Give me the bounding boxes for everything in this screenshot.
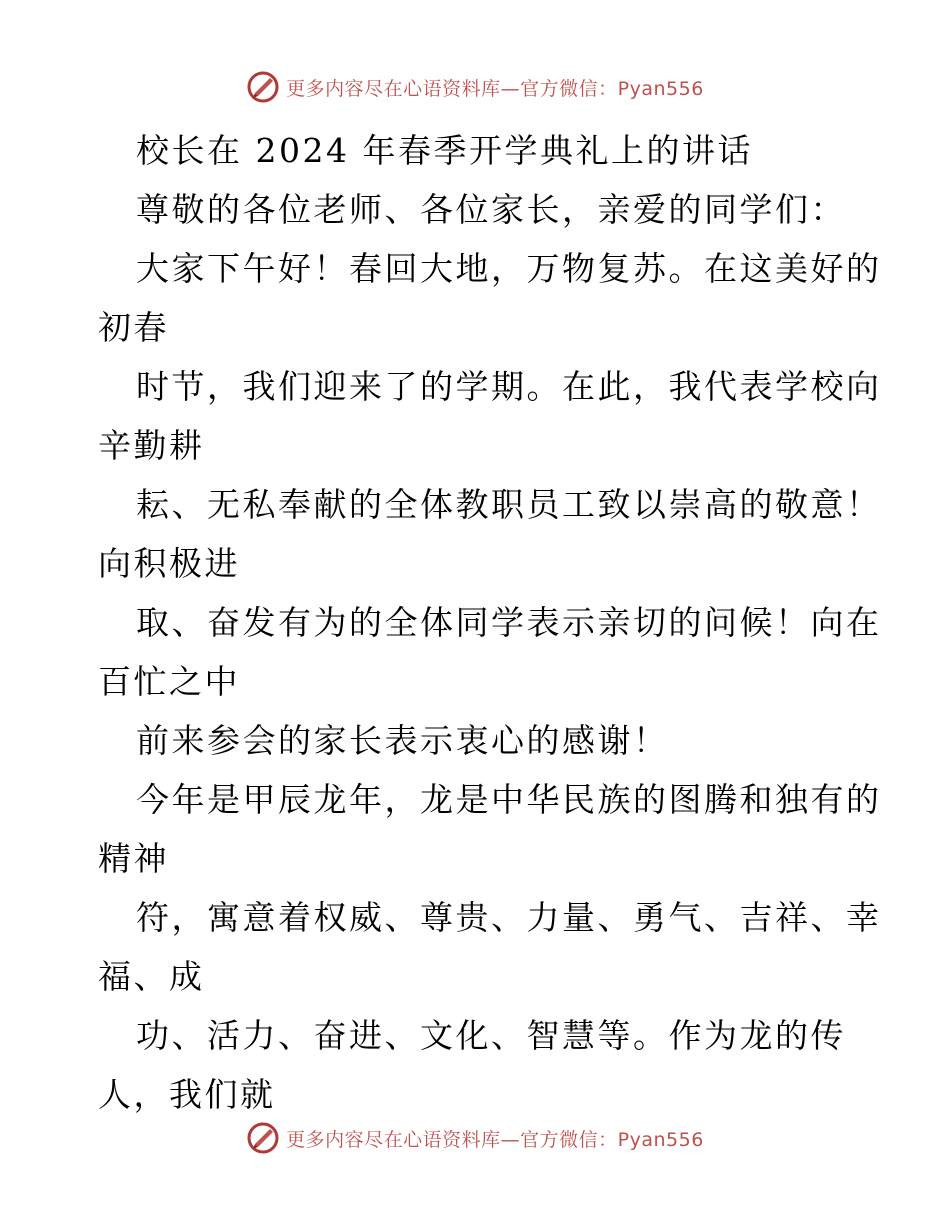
footer-banner — [0, 1121, 950, 1155]
logo-icon — [246, 70, 280, 104]
text-line: 精神 — [98, 839, 169, 878]
text-line: 向积极进 — [98, 544, 240, 583]
text-line: 初春 — [98, 308, 169, 347]
text-line: 人，我们就 — [98, 1075, 276, 1114]
text-line: 尊敬的各位老师、各位家长，亲爱的同学们： — [136, 190, 846, 229]
header-banner — [0, 70, 950, 104]
text-line: 大家下午好！春回大地，万物复苏。在这美好的 — [136, 249, 882, 288]
document-body — [98, 121, 882, 1124]
text-line: 今年是甲辰龙年，龙是中华民族的图腾和独有的 — [136, 780, 882, 819]
text-line: 耘、无私奉献的全体教职员工致以崇高的敬意！ — [136, 485, 882, 524]
header-banner-text: 更多内容尽在心语资料库—官方微信：Pyan556 — [286, 77, 704, 100]
text-line: 符，寓意着权威、尊贵、力量、勇气、吉祥、幸 — [136, 898, 882, 937]
text-line: 前来参会的家长表示衷心的感谢！ — [136, 721, 669, 760]
logo-icon — [246, 1121, 280, 1155]
text-line: 取、奋发有为的全体同学表示亲切的问候！向在 — [136, 603, 882, 642]
text-line: 校长在 2024 年春季开学典礼上的讲话 — [136, 131, 753, 170]
text-line: 百忙之中 — [98, 662, 240, 701]
text-line: 辛勤耕 — [98, 426, 205, 465]
footer-banner-text: 更多内容尽在心语资料库—官方微信：Pyan556 — [286, 1128, 704, 1151]
text-line: 功、活力、奋进、文化、智慧等。作为龙的传 — [136, 1016, 846, 1055]
text-line: 时节，我们迎来了的学期。在此，我代表学校向 — [136, 367, 882, 406]
text-line: 福、成 — [98, 957, 205, 996]
